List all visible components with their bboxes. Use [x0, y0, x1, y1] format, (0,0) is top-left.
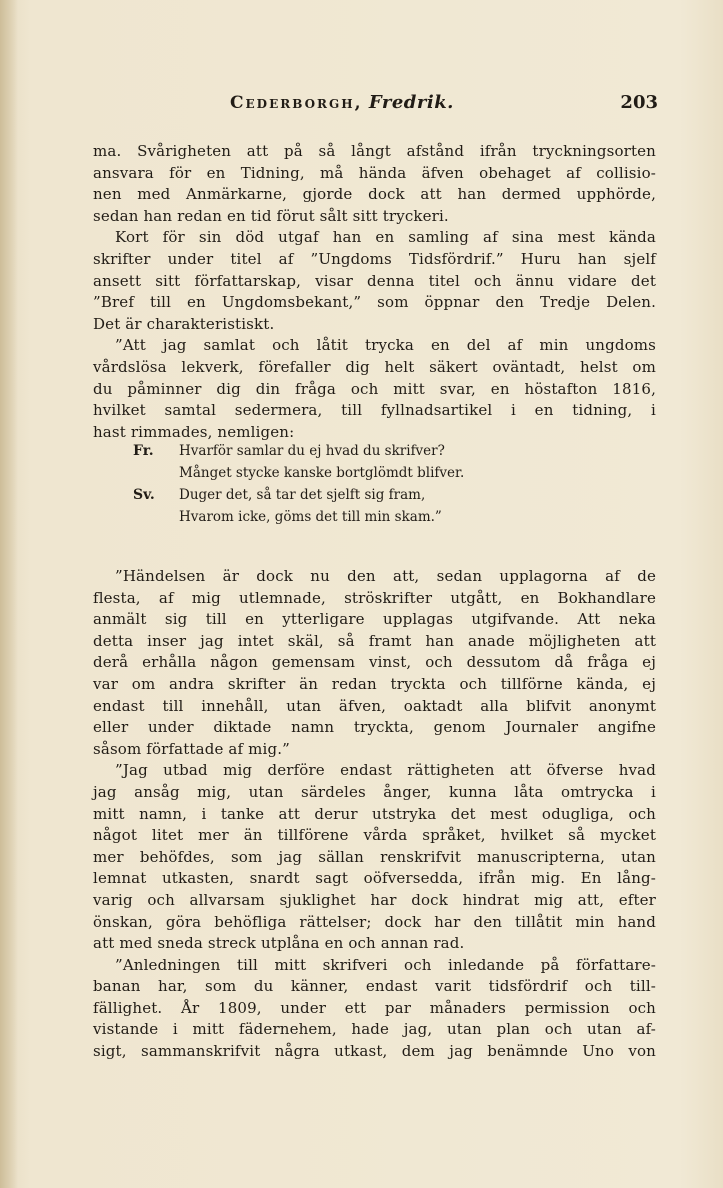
text-line: hvilket samtal sedermera, till fyllnadsartikel i en tidning, i	[93, 401, 656, 420]
text-line: att med sneda streck utplåna en och annan rad.	[93, 934, 465, 953]
text-line: jag ansåg mig, utan särdeles ånger, kunna låta omtrycka i	[93, 782, 656, 801]
verse-row	[133, 506, 533, 528]
text-line: ma. Svårigheten att på så långt afstånd ifrån tryckningsorten	[93, 142, 656, 160]
verse-row	[133, 462, 533, 484]
verse-line: Hvarför samlar du ej hvad du skrifver?	[179, 443, 445, 459]
text-line: vistande i mitt fädernehem, hade jag, utan plan och utan af-	[93, 1020, 656, 1039]
text-line: ”Anledningen till mitt skrifveri och inledande på författare-	[115, 955, 656, 974]
text-line: eller under diktade namn tryckta, genom Journaler angifne	[93, 718, 656, 737]
text-line: ”Jag utbad mig derföre endast rättigheten att öfverse hvad	[115, 761, 656, 780]
text-line: varig och allvarsam sjuklighet har dock hindrat mig att, efter	[93, 890, 656, 909]
running-head-given-name: Fredrik.	[368, 92, 454, 113]
text-line: lemnat utkasten, snardt sagt oöfversedda, ifrån mig. En lång-	[93, 869, 656, 888]
body-text-lower	[93, 566, 656, 1063]
verse-row	[133, 440, 533, 462]
text-line: flesta, af mig utlemnade, ströskrifter utgått, en Bokhandlare	[93, 588, 656, 607]
text-line: ”Händelsen är dock nu den att, sedan upplagorna af de	[115, 567, 656, 585]
text-line: ”Att jag samlat och låtit trycka en del af min ungdoms	[115, 336, 656, 355]
text-line: derå erhålla någon gemensam vinst, och dessutom då fråga ej	[93, 653, 656, 672]
text-line: något litet mer än tillförene vårda språket, hvilket så mycket	[93, 826, 656, 845]
text-line: sigt, sammanskrifvit några utkast, dem jag benämnde Uno von	[93, 1042, 656, 1061]
text-line: endast till innehåll, utan äfven, oaktadt alla blifvit anonymt	[93, 696, 656, 715]
verse-speaker	[133, 506, 179, 528]
verse-speaker	[133, 462, 179, 484]
verse-line: Månget stycke kanske bortglömdt blifver.	[179, 465, 465, 481]
verse-quote	[133, 440, 533, 528]
verse-row	[133, 484, 533, 506]
page-number: 203	[620, 92, 658, 113]
verse-line: Hvarom icke, göms det till min skam.”	[179, 509, 442, 525]
text-line: sedan han redan en tid förut sålt sitt tryckeri.	[93, 206, 449, 225]
text-line: du påminner dig din fråga och mitt svar, en höstafton 1816,	[93, 379, 656, 398]
verse-speaker: Fr.	[133, 443, 154, 459]
text-line: önskan, göra behöfliga rättelser; dock har den tillåtit min hand	[93, 912, 656, 931]
page-header	[90, 92, 658, 118]
text-line: ansvara för en Tidning, må hända äfven obehaget af collisio-	[93, 163, 656, 182]
text-line: ”Bref till en Ungdomsbekant,” som öppnar den Tredje Delen.	[93, 293, 656, 312]
text-line: detta inser jag intet skäl, så framt han anade möjligheten att	[93, 631, 656, 650]
text-line: ansett sitt författarskap, visar denna titel och ännu vidare det	[93, 271, 656, 290]
text-line: vårdslösa lekverk, förefaller dig helt säkert oväntadt, helst om	[93, 357, 656, 376]
text-line: mitt namn, i tanke att derur utstryka det mest odugliga, och	[93, 804, 656, 823]
text-line: hast rimmades, nemligen:	[93, 422, 295, 441]
body-text-upper	[93, 141, 656, 443]
verse-speaker: Sv.	[133, 487, 155, 503]
text-line: fällighet. År 1809, under ett par månaders permission och	[93, 998, 656, 1017]
text-line: banan har, som du känner, endast varit tidsfördrif och till-	[93, 977, 656, 996]
text-line: mer behöfdes, som jag sällan renskrifvit manuscripterna, utan	[93, 847, 656, 866]
text-line: skrifter under titel af ”Ungdoms Tidsfördrif.” Huru han sjelf	[93, 249, 656, 268]
text-line: såsom författade af mig.”	[93, 739, 290, 758]
text-line: nen med Anmärkarne, gjorde dock att han dermed upphörde,	[93, 185, 656, 204]
running-head	[230, 92, 454, 113]
text-line: Det är charakteristiskt.	[93, 314, 275, 333]
text-line: anmält sig till en ytterligare upplagas utgifvande. Att neka	[93, 610, 656, 629]
page-gutter	[0, 0, 18, 1188]
text-line: Kort för sin död utgaf han en samling af sina mest kända	[115, 228, 656, 247]
running-head-surname: Cederborgh,	[230, 93, 363, 113]
verse-line: Duger det, så tar det sjelft sig fram,	[179, 487, 426, 503]
text-line: var om andra skrifter än redan tryckta och tillförne kända, ej	[93, 674, 656, 693]
